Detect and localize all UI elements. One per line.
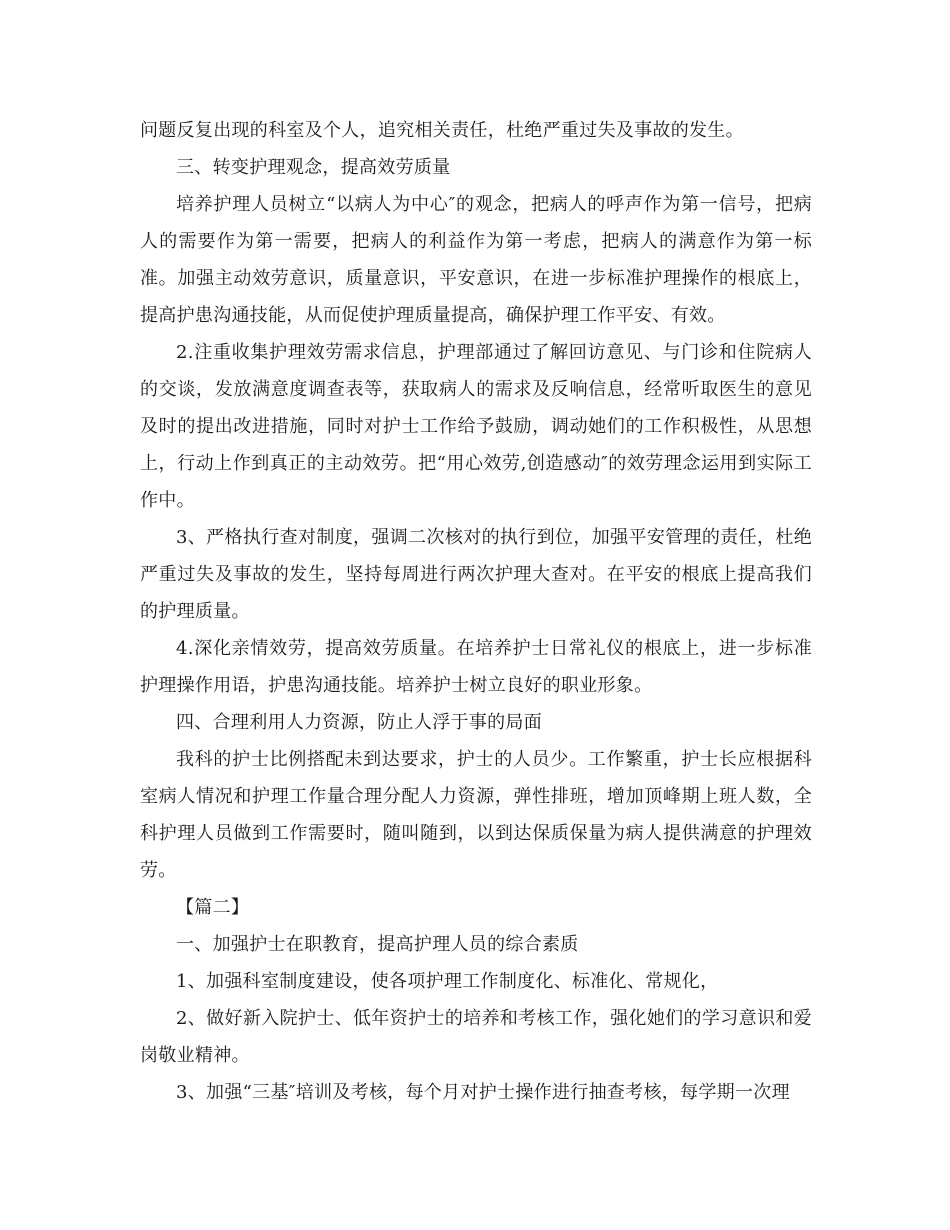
paragraph-4: 2.注重收集护理效劳需求信息，护理部通过了解回访意见、与门诊和住院病人的交谈，发放满意度调查表等，获取病人的需求及反响信息，经常听取医生的意见及时的提出改进措施，同时对护士工作给予鼓励，调动她们的工作积极性，从思想上，行动上作到真正的主动效劳。把“用心效劳,创造感动″的效劳理念运用到实际工作中。 [140,342,812,511]
paragraph-6: 4.深化亲情效劳，提高效劳质量。在培养护士日常礼仪的根底上，进一步标准护理操作用语，护患沟通技能。培养护士树立良好的职业形象。 [140,638,812,696]
paragraph-13: 3、加强“三基″培训及考核，每个月对护士操作进行抽查考核，每学期一次理 [176,1082,790,1103]
paragraph-3: 培养护理人员树立“以病人为中心″的观念，把病人的呼声作为第一信号，把病人的需要作为第一需要，把病人的利益作为第一考虑，把病人的满意作为第一标准。加强主动效劳意识，质量意识，平安意识，在进一步标准护理操作的根底上，提高护患沟通技能，从而促使护理质量提高，确保护理工作平安、有效。 [140,194,812,326]
paragraph-1: 问题反复出现的科室及个人，追究相关责任，杜绝严重过失及事故的发生。 [140,120,744,141]
heading-section-4: 四、合理利用人力资源，防止人浮于事的局面 [176,712,542,733]
heading-section-1: 一、加强护士在职教育，提高护理人员的综合素质 [176,934,579,955]
body-text [140,112,812,1111]
paragraph-12: 2、做好新入院护士、低年资护士的培养和考核工作，强化她们的学习意识和爱岗敬业精神。 [140,1008,812,1066]
paragraph-11: 1、加强科室制度建设，使各项护理工作制度化、标准化、常规化， [176,971,719,992]
paragraph-8: 我科的护士比例搭配未到达要求，护士的人员少。工作繁重，护士长应根据科室病人情况和护理工作量合理分配人力资源，弹性排班，增加顶峰期上班人数，全科护理人员做到工作需要时，随叫随到，以到达保质保量为病人提供满意的护理效劳。 [140,749,812,881]
heading-part-2: 【篇二】 [176,897,250,918]
heading-section-3: 三、转变护理观念，提高效劳质量 [176,157,451,178]
paragraph-5: 3、严格执行查对制度，强调二次核对的执行到位，加强平安管理的责任，杜绝严重过失及事故的发生，坚持每周进行两次护理大查对。在平安的根底上提高我们的护理质量。 [140,527,812,622]
